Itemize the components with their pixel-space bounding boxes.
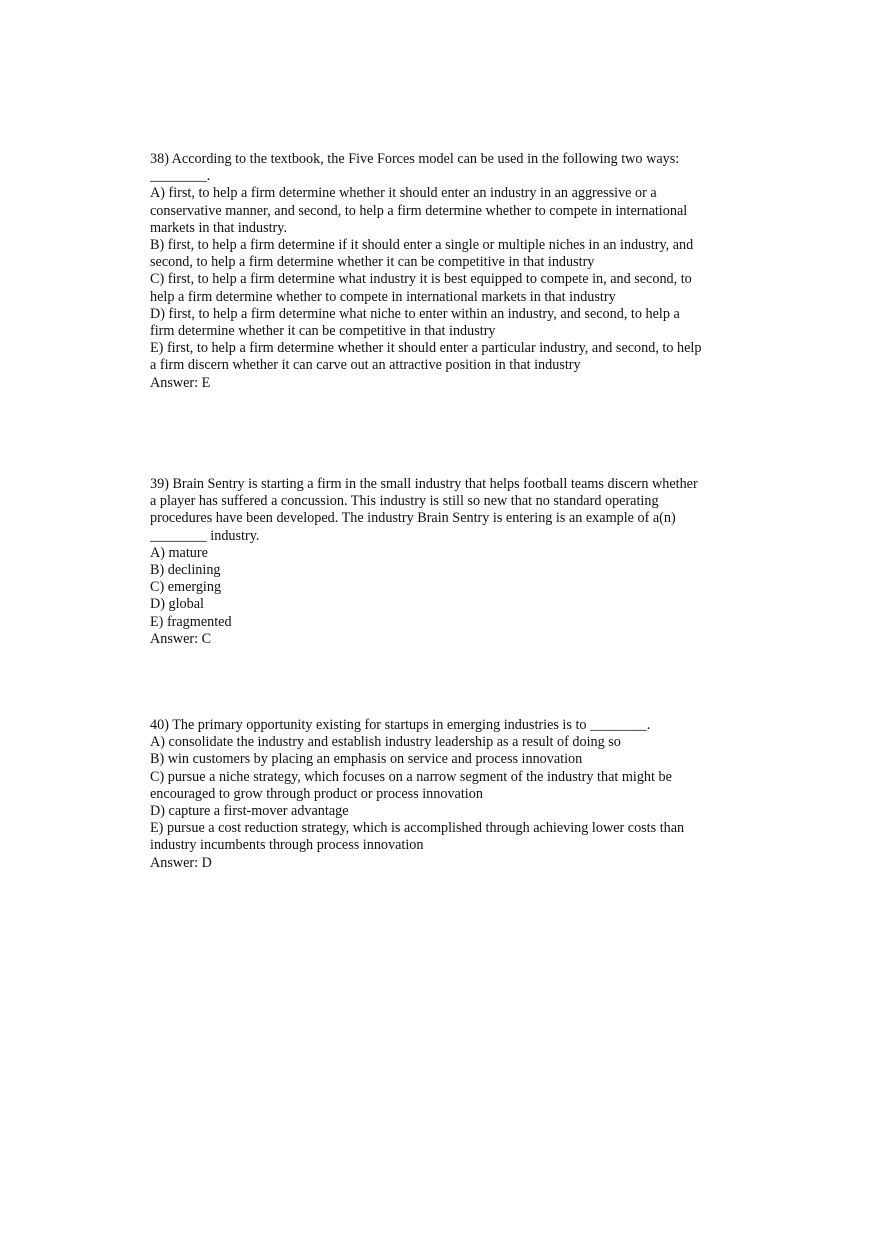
option-b-line: B) win customers by placing an emphasis on service and process innovation	[150, 751, 583, 768]
option-a-line: A) mature	[150, 544, 208, 561]
option-c-line: C) first, to help a firm determine what industry it is best equipped to compete in, and second, to	[150, 271, 692, 288]
option-e-line: industry incumbents through process innovation	[150, 837, 424, 854]
option-b-line: B) declining	[150, 562, 221, 579]
option-d-line: firm determine whether it can be competitive in that industry	[150, 323, 496, 340]
answer-line: Answer: C	[150, 630, 212, 647]
option-e-line: E) pursue a cost reduction strategy, which is accomplished through achieving lower costs than	[150, 820, 685, 837]
question-prompt-line: ________.	[150, 168, 211, 185]
option-c-line: encouraged to grow through product or process innovation	[150, 785, 483, 802]
option-c-line: C) emerging	[150, 579, 222, 596]
question-prompt-line: procedures have been developed. The industry Brain Sentry is entering is an example of a(n)	[150, 510, 676, 527]
option-a-line: A) consolidate the industry and establish industry leadership as a result of doing so	[150, 734, 621, 751]
option-c-line: C) pursue a niche strategy, which focuses on a narrow segment of the industry that might be	[150, 768, 672, 785]
option-a-line: markets in that industry.	[150, 219, 287, 236]
question-38	[150, 151, 740, 392]
option-d-line: D) first, to help a firm determine what niche to enter within an industry, and second, to help a	[150, 305, 680, 322]
question-prompt-line: a player has suffered a concussion. This industry is still so new that no standard operating	[150, 493, 659, 510]
question-39	[150, 476, 740, 648]
question-prompt-line: 40) The primary opportunity existing for startups in emerging industries is to ________.	[150, 717, 651, 733]
option-e-line: E) first, to help a firm determine whether it should enter a particular industry, and second, to help	[150, 340, 702, 357]
option-a-line: A) first, to help a firm determine whether it should enter an industry in an aggressive or a	[150, 185, 657, 202]
option-b-line: B) first, to help a firm determine if it should enter a single or multiple niches in an industry, and	[150, 237, 694, 254]
answer-line: Answer: E	[150, 374, 211, 391]
option-c-line: help a firm determine whether to compete in international markets in that industry	[150, 288, 616, 305]
option-d-line: D) global	[150, 596, 204, 613]
option-e-line: a firm discern whether it can carve out an attractive position in that industry	[150, 357, 581, 374]
question-prompt-line: 38) According to the textbook, the Five Forces model can be used in the following two ways:	[150, 151, 680, 167]
question-prompt-line: 39) Brain Sentry is starting a firm in the small industry that helps football teams discern whether	[150, 476, 698, 492]
option-e-line: E) fragmented	[150, 613, 232, 630]
question-prompt-line: ________ industry.	[150, 527, 260, 544]
option-a-line: conservative manner, and second, to help a firm determine whether to compete in international	[150, 202, 688, 219]
answer-line: Answer: D	[150, 854, 212, 871]
question-40	[150, 717, 740, 872]
option-d-line: D) capture a first-mover advantage	[150, 803, 349, 820]
option-b-line: second, to help a firm determine whether it can be competitive in that industry	[150, 254, 595, 271]
